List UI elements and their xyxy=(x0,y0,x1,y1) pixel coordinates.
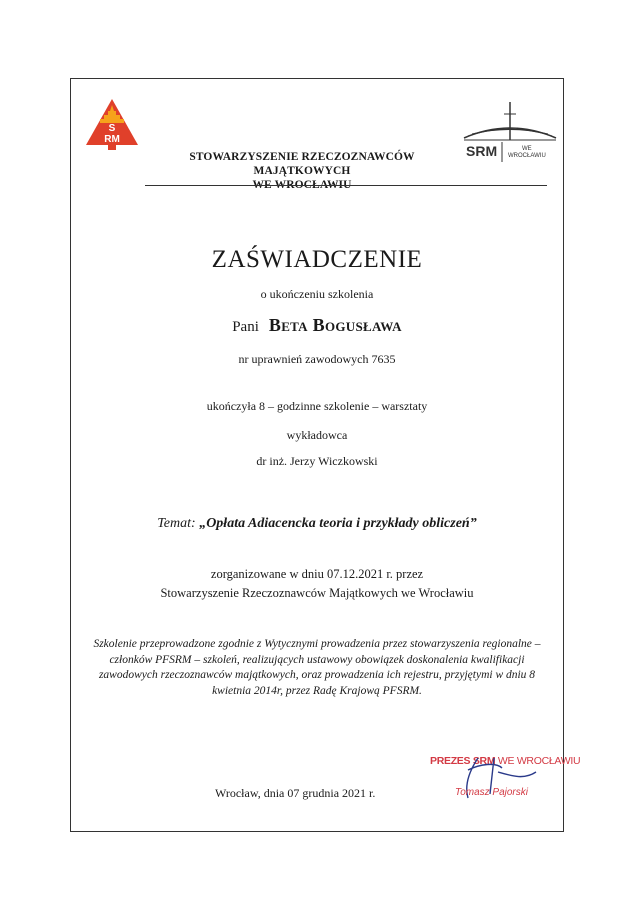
organized-date: zorganizowane w dniu 07.12.2021 r. przez xyxy=(210,567,424,581)
lecturer-label: wykładowca xyxy=(286,428,348,442)
srm-wroclaw-logo xyxy=(84,97,140,165)
lecturer-name: dr inż. Jerzy Wiczkowski xyxy=(256,454,378,468)
topic-label: Temat: xyxy=(157,516,196,531)
license-number: nr uprawnień zawodowych 7635 xyxy=(238,352,396,366)
svg-text:RM: RM xyxy=(104,134,120,145)
recipient-prefix: Pani xyxy=(232,319,259,335)
svg-text:S: S xyxy=(108,123,116,134)
training-topic xyxy=(70,516,564,532)
svg-text:WROCŁAWIU: WROCŁAWIU xyxy=(508,153,546,159)
srm-building-logo xyxy=(462,100,558,168)
training-completed: ukończyła 8 – godzinne szkolenie – warsztaty xyxy=(206,399,428,413)
certificate-subtitle: o ukończeniu szkolenia xyxy=(260,287,374,301)
legal-note: Szkolenie przeprowadzone zgodnie z Wytycznymi prowadzenia przez stowarzyszenia regionalne – członków PFSRM – szkoleń, realizujących ustawowy obowiązek doskonalenia kwalifikacji zawodowych rzeczoznawców majątkowych, oraz prowadzenia ich rejestru, przyjętymi w dniu 8 kwietnia 2014r, przez Radę Krajową PFSRM. xyxy=(93,638,541,697)
certificate-title: ZAŚWIADCZENIE xyxy=(211,246,423,273)
handwritten-signature xyxy=(440,750,550,810)
organizer: Stowarzyszenie Rzeczoznawców Majątkowych we Wrocławiu xyxy=(160,586,474,600)
signature-stamp-title: PREZES SRM WE WROCŁAWIU xyxy=(430,755,581,767)
svg-text:SRM: SRM xyxy=(466,143,498,159)
recipient-name: Beta Bogusława xyxy=(268,315,402,335)
organization-name: STOWARZYSZENIE RZECZOZNAWCÓW MAJĄTKOWYCH WE WROCŁAWIU xyxy=(189,151,415,191)
header-divider xyxy=(145,185,547,186)
signature-stamp-name: Tomasz Pajorski xyxy=(455,787,528,798)
topic-text: „Opłata Adiacencka teoria i przykłady obliczeń” xyxy=(199,516,477,531)
place-and-date: Wrocław, dnia 07 grudnia 2021 r. xyxy=(215,786,376,800)
svg-text:WE: WE xyxy=(522,146,532,152)
recipient xyxy=(70,315,564,336)
